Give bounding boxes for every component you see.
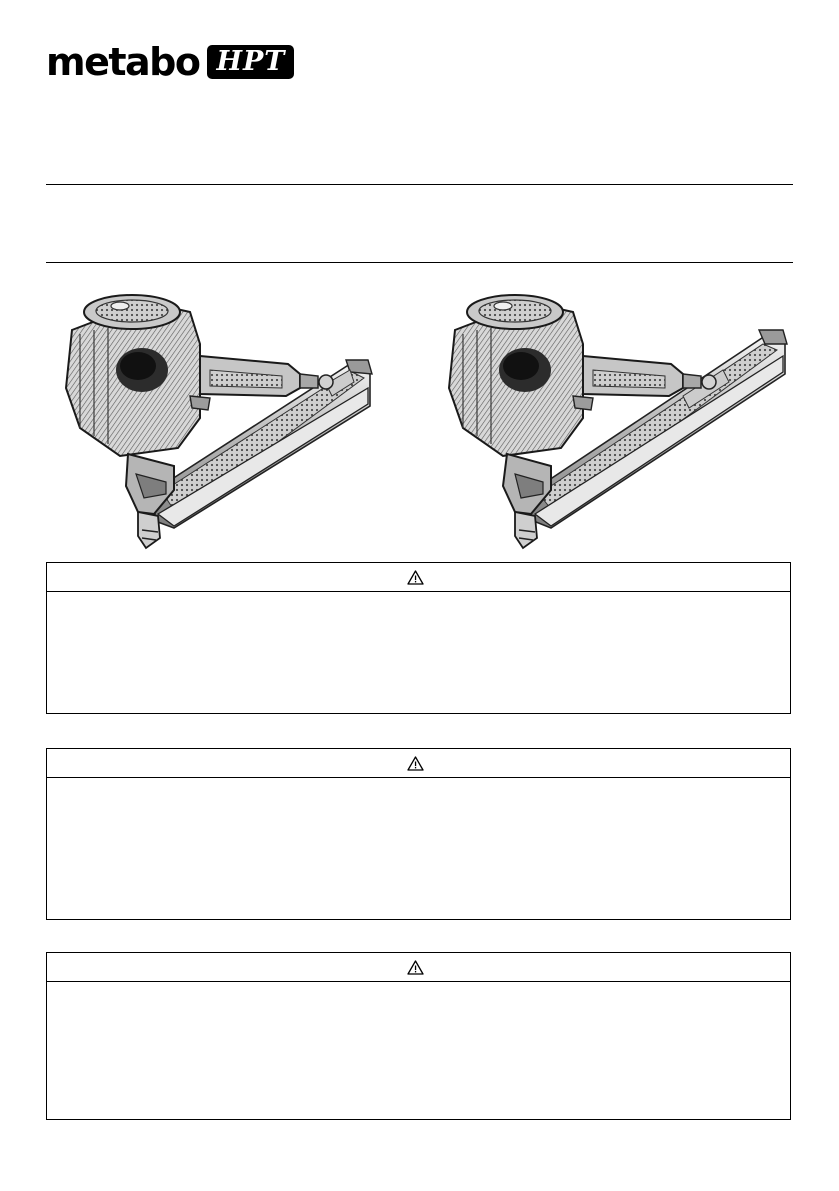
warning-box-1 [46,562,791,714]
warning-box-2 [46,748,791,920]
framing-nailer-right-image [433,278,803,553]
header-rule-second [46,262,793,263]
brand-wordmark: metabo [46,40,200,84]
warning-box-2-header [47,749,790,778]
warning-triangle-icon [407,756,424,771]
warning-box-3 [46,952,791,1120]
warning-triangle-icon [407,960,424,975]
header-rule-top [46,184,793,185]
warning-box-2-body [47,778,790,803]
warning-box-1-body [47,592,790,617]
brand-badge: HPT [207,45,294,79]
warning-box-3-body [47,982,790,1007]
warning-triangle-icon [407,570,424,585]
warning-box-1-header [47,563,790,592]
framing-nailer-left-image [50,278,420,553]
product-illustrations [40,278,800,553]
warning-box-3-header [47,953,790,982]
brand-logo [46,40,294,84]
